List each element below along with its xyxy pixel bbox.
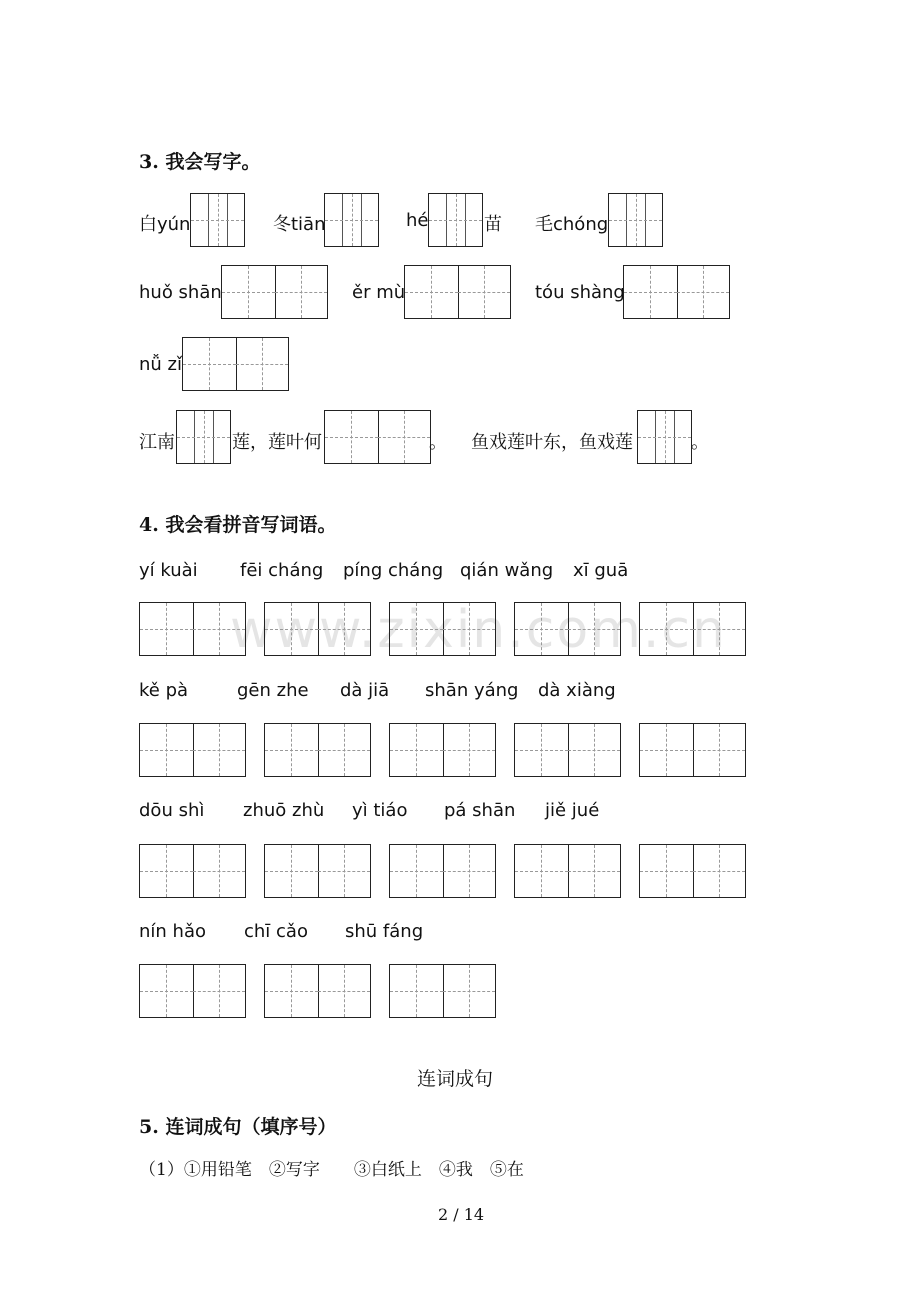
writing-box[interactable]	[637, 410, 692, 464]
writing-box-double[interactable]	[264, 602, 371, 656]
pinyin: shū fáng	[345, 921, 424, 942]
pinyin: yí kuài	[139, 560, 198, 581]
writing-box[interactable]	[190, 193, 245, 247]
section3-title: 3. 我会写字。	[139, 151, 261, 173]
pinyin: píng cháng	[343, 560, 444, 581]
pinyin: jiě jué	[545, 800, 600, 821]
s3-r1-after-3: 苗	[484, 214, 502, 235]
s3-r4-e: 。	[691, 432, 709, 453]
pinyin: pá shān	[444, 800, 516, 821]
pinyin: fēi cháng	[240, 560, 324, 581]
pinyin: shān yáng	[425, 680, 519, 701]
pinyin: dà xiàng	[538, 680, 616, 701]
pinyin: chī cǎo	[244, 921, 308, 942]
page-number: 2 / 14	[438, 1205, 485, 1224]
writing-box-double[interactable]	[639, 844, 746, 898]
s3-r4-c: 。	[429, 432, 447, 453]
writing-box-double[interactable]	[324, 410, 431, 464]
pinyin: xī guā	[573, 560, 629, 581]
s3-r4-b: 莲，莲叶何	[232, 432, 322, 453]
pinyin: nín hǎo	[139, 921, 206, 942]
writing-box-double[interactable]	[264, 844, 371, 898]
pinyin: kě pà	[139, 680, 189, 701]
writing-box[interactable]	[608, 193, 663, 247]
s3-r2-label-3: tóu shàng	[535, 282, 625, 303]
writing-box-double[interactable]	[404, 265, 511, 319]
writing-box-double[interactable]	[264, 964, 371, 1018]
pinyin: yì tiáo	[352, 800, 408, 821]
s3-r1-label-1: 白yún	[139, 214, 191, 235]
writing-box-double[interactable]	[389, 964, 496, 1018]
section5-item1: （1）①用铅笔 ②写字 ③白纸上 ④我 ⑤在	[139, 1160, 524, 1180]
writing-box-double[interactable]	[139, 964, 246, 1018]
s3-r1-label-2: 冬tiān	[273, 214, 326, 235]
writing-box-double[interactable]	[389, 844, 496, 898]
writing-box-double[interactable]	[639, 723, 746, 777]
writing-box-double[interactable]	[639, 602, 746, 656]
s3-r4-a: 江南	[139, 432, 175, 453]
writing-box-double[interactable]	[264, 723, 371, 777]
writing-box-double[interactable]	[623, 265, 730, 319]
writing-box-double[interactable]	[221, 265, 328, 319]
writing-box[interactable]	[176, 410, 231, 464]
s3-r1-label-4: 毛chóng	[535, 214, 609, 235]
s3-r4-d: 鱼戏莲叶东，鱼戏莲	[471, 432, 633, 453]
s3-r1-label-3: hé	[406, 210, 429, 231]
s3-r2-label-1: huǒ shān	[139, 282, 222, 303]
section4-title: 4. 我会看拼音写词语。	[139, 514, 337, 536]
writing-box-double[interactable]	[514, 602, 621, 656]
writing-box-double[interactable]	[389, 723, 496, 777]
writing-box-double[interactable]	[139, 602, 246, 656]
writing-box[interactable]	[428, 193, 483, 247]
pinyin: dà jiā	[340, 680, 390, 701]
writing-box-double[interactable]	[139, 723, 246, 777]
pinyin: dōu shì	[139, 800, 205, 821]
section5-title: 5. 连词成句（填序号）	[139, 1116, 337, 1138]
s3-r3-label-1: nǚ zǐ	[139, 354, 182, 375]
pinyin: qián wǎng	[460, 560, 554, 581]
writing-box-double[interactable]	[139, 844, 246, 898]
writing-box-double[interactable]	[514, 723, 621, 777]
pinyin: zhuō zhù	[243, 800, 325, 821]
writing-box[interactable]	[324, 193, 379, 247]
s3-r2-label-2: ěr mù	[352, 282, 406, 303]
center-heading: 连词成句	[417, 1068, 494, 1090]
pinyin: gēn zhe	[237, 680, 309, 701]
writing-box-double[interactable]	[389, 602, 496, 656]
writing-box-double[interactable]	[182, 337, 289, 391]
watermark: www.zixin.com.cn	[230, 600, 727, 660]
writing-box-double[interactable]	[514, 844, 621, 898]
